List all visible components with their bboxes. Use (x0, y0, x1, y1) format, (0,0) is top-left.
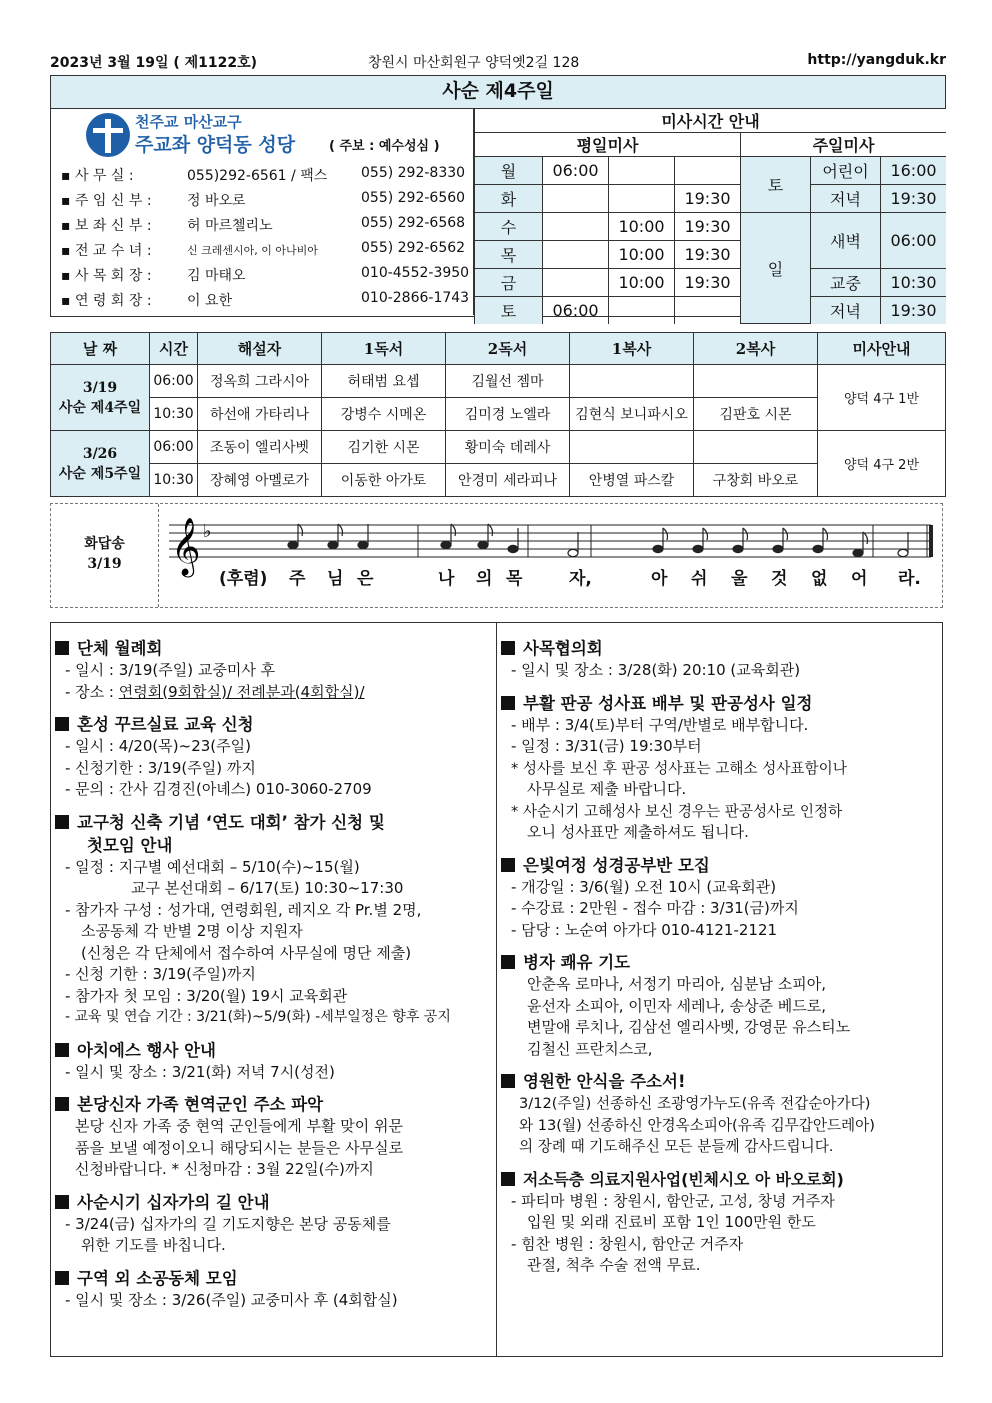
svg-text:의: 의 (476, 569, 493, 589)
svg-text:아: 아 (651, 569, 668, 589)
notice-cursillo: 혼성 꾸르실료 교육 신청 - 일시 : 4/20(목)~23(주일) - 신청기한 : 3/19(주일) 까지 - 문의 : 간사 김경진(아녜스) 010-3060-2709 (55, 713, 496, 801)
page-title: 사순 제4주일 (50, 75, 946, 109)
ministry-schedule (50, 332, 946, 497)
bullet-square-icon (55, 1271, 69, 1285)
page-header (50, 50, 946, 72)
notice-monthly-meeting: 단체 월례회 - 일시 : 3/19(주일) 교중미사 후 - 장소 : 연령회(9회합실)/ 전례분과(4회합실)/ (55, 637, 496, 703)
parish-address: 창원시 마산회원구 양덕옛2길 128 (368, 55, 580, 71)
staff-row: ▪ 사 무 실 : 055)292-6561 / 팩스 055) 292-8330 (61, 165, 466, 184)
notice-easter-confession: 부활 판공 성사표 배부 및 판공성사 일정 - 배부 : 3/4(토)부터 구역/반별로 배부합니다. - 일정 : 3/31(금) 19:30부터 * 성사를 보신 후 판공 성사표는 고해소 성사표함이나 사무실로 제출 바랍니다. * 사순시기 고해성사 보신 경우는 판공성사로 인정하 오니 성사표만 제출하셔도 됩니다. (501, 692, 942, 844)
responsorial-psalm (50, 503, 943, 608)
notices-left-column (51, 623, 497, 1356)
svg-text:나: 나 (438, 569, 455, 589)
notice-eternal-rest: 영원한 안식을 주소서! 3/12(주일) 선종하신 조광영가누도(유족 전갑순아가다) 와 13(월) 선종하신 안경옥소피아(유족 김무갑안드레아) 의 장례 때 기도해주신 모든 분들께 감사드립니다. (501, 1070, 942, 1158)
parish-contacts (51, 109, 474, 315)
svg-text:주: 주 (289, 569, 306, 589)
notice-healing-prayer: 병자 쾌유 기도 안춘옥 로마나, 서정기 마리아, 심분남 소피아, 윤선자 소피아, 이민자 세레나, 송상준 베드로, 변말애 루치나, 김삼선 엘리사벳, 강영문 유스티노 김철신 프란치스코, (501, 951, 942, 1060)
patron: ( 주보 : 예수성심 ) (329, 139, 440, 154)
staff-row: ▪ 전 교 수 녀 : 신 크레센시아, 이 아나비아 055) 292-6562 (61, 240, 466, 259)
parish-info-block (50, 109, 946, 321)
notice-yeondo-contest: 교구청 신축 기념 ‘연도 대회’ 참가 신청 및 첫모임 안내 - 일정 : 지구별 예선대회 – 5/10(수)~15(월) 교구 본선대회 – 6/17(토) 10:30~17:30 - 참가자 구성 : 성가대, 연령회원, 레지오 각 Pr.별 2명, 소공동체 각 반별 2명 이상 지원자 (신청은 각 단체에서 접수하여 사무실에 명단 제출) - 신청 기한 : 3/19(주일)까지 - 참가자 첫 모임 : 3/20(월) 19시 교육회관 - 교육 및 연습 기간 : 3/21(화)~5/9(화) -세부일정은 향후 공지 (55, 811, 496, 1029)
svg-text:라.: 라. (898, 569, 921, 589)
cross-icon (105, 119, 111, 153)
bullet-square-icon (501, 1074, 515, 1088)
table-row: 10:30 하선애 가타리나 강병수 시메온 김미경 노엘라 김현식 보니파시오 김판호 시몬 (51, 398, 946, 431)
bullet-square-icon (501, 858, 515, 872)
svg-text:어: 어 (851, 569, 868, 589)
psalm-lyrics (219, 568, 921, 589)
mass-times (474, 109, 946, 321)
svg-text:님: 님 (327, 569, 344, 589)
svg-text:자,: 자, (569, 569, 592, 589)
bullet-square-icon (55, 815, 69, 829)
svg-text:(후렴): (후렴) (219, 569, 268, 589)
table-row: 10:30 장혜영 아멜로가 이동한 아가토 안경미 세라피나 안병열 파스칼 구창회 바오로 (51, 464, 946, 497)
bullet-square-icon (501, 955, 515, 969)
bullet-square-icon (501, 641, 515, 655)
psalm-notes (288, 524, 908, 557)
notice-soldier-address: 본당신자 가족 현역군인 주소 파악 본당 신자 가족 중 현역 군인들에게 부활 맞이 위문 품을 보낼 예정이오니 해당되시는 분들은 사무실로 신청바랍니다. * 신청마감 : 3월 22일(수)까지 (55, 1093, 496, 1181)
staff-row: ▪ 연 령 회 장 : 이 요한 010-2866-1743 (61, 290, 470, 309)
diocese-name: 천주교 마산교구 (135, 113, 242, 131)
staff-row: ▪ 보 좌 신 부 : 허 마르첼리노 055) 292-6568 (61, 215, 466, 234)
notice-bible-study: 은빛여정 성경공부반 모집 - 개강일 : 3/6(월) 오전 10시 (교육회관) - 수강료 : 2만원 - 접수 마감 : 3/31(금)까지 - 담당 : 노순여 아가다 010-4121-2121 (501, 854, 942, 942)
bullet-square-icon (55, 717, 69, 731)
table-row: 3/26 사순 제5주일 06:00 조동이 엘리사벳 김기한 시몬 황미숙 데레사 양덕 4구 2반 (51, 431, 946, 464)
schedule-header: 날 짜 시간 해설자 1독서 2독서 1복사 2복사 미사안내 (51, 333, 946, 365)
bullet-square-icon (501, 696, 515, 710)
svg-text:울: 울 (731, 569, 748, 589)
bullet-square-icon (55, 641, 69, 655)
mass-times-table: 미사시간 안내 평일미사 주일미사 월 06:00 토 어린이 16:00 화 19:30 저녁 19:30 수 10:00 19:30 일 새벽 06:00 목 10:00 19:30 금 10:00 19:30 교중 10:30 토 06:00 저녁 19:30 (474, 109, 946, 324)
issue-date: 2023년 3월 19일 ( 제1122호) (50, 55, 258, 71)
svg-text:쉬: 쉬 (691, 569, 708, 589)
svg-text:없: 없 (811, 569, 828, 589)
bullet-square-icon (55, 1043, 69, 1057)
svg-text:것: 것 (771, 569, 788, 589)
notice-small-community: 구역 외 소공동체 모임 - 일시 및 장소 : 3/26(주일) 교중미사 후 (4회합실) (55, 1267, 496, 1312)
notice-acies: 아치에스 행사 안내 - 일시 및 장소 : 3/21(화) 저녁 7시(성전) (55, 1039, 496, 1084)
treble-clef-icon: 𝄞 (171, 517, 201, 575)
bullet-square-icon (55, 1097, 69, 1111)
weekday-title: 평일미사 (475, 133, 741, 157)
notice-stations-of-cross: 사순시기 십자가의 길 안내 - 3/24(금) 십자가의 길 기도지향은 본당 공동체를 위한 기도를 바칩니다. (55, 1191, 496, 1257)
flat-icon: ♭ (203, 521, 212, 542)
psalm-label: 화답송 3/19 (51, 504, 159, 607)
mass-times-title: 미사시간 안내 (475, 109, 947, 133)
notice-pastoral-council: 사목협의회 - 일시 및 장소 : 3/28(화) 20:10 (교육회관) (501, 637, 942, 682)
table-row: 3/19 사순 제4주일 06:00 정옥희 그라시아 허태범 요셉 김월선 젬마 양덕 4구 1반 (51, 365, 946, 398)
svg-text:목: 목 (506, 569, 523, 589)
website-link[interactable]: http://yangduk.kr (807, 52, 946, 68)
notices (50, 622, 943, 1357)
bullet-square-icon (55, 1195, 69, 1209)
schedule-table (50, 332, 946, 497)
svg-text:은: 은 (357, 569, 374, 589)
notice-medical-support: 저소득층 의료지원사업(빈체시오 아 바오로회) - 파티마 병원 : 창원시, 함안군, 고성, 창녕 거주자 입원 및 외래 진료비 포함 1인 100만원 한도 - 힘찬 병원 : 창원시, 함안군 거주자 관절, 척추 수술 전액 무료. (501, 1168, 942, 1277)
parish-name: 주교좌 양덕동 성당 (135, 134, 296, 156)
psalm-score (161, 504, 941, 607)
staff-row: ▪ 주 임 신 부 : 정 바오로 055) 292-6560 (61, 190, 466, 209)
sunday-title: 주일미사 (741, 133, 947, 157)
staff-row: ▪ 사 목 회 장 : 김 마태오 010-4552-3950 (61, 265, 470, 284)
bullet-square-icon (501, 1172, 515, 1186)
notices-right-column (497, 623, 942, 1356)
